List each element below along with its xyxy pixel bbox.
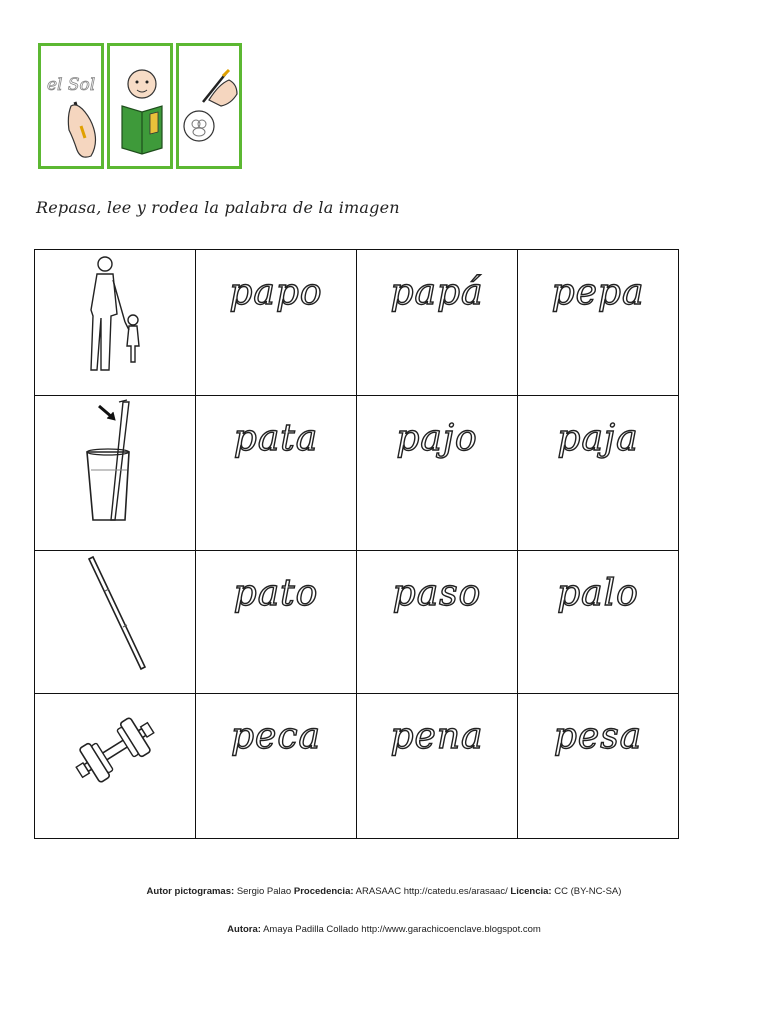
license-value: CC (BY-NC-SA) (554, 886, 622, 897)
word-cell[interactable] (196, 250, 357, 396)
table-row (35, 396, 679, 551)
table-row (35, 694, 679, 839)
license-label: Licencia: (510, 886, 552, 897)
write-icon (41, 46, 101, 166)
authoress-label: Autora: (227, 924, 261, 935)
traced-word[interactable]: pajo (396, 418, 478, 459)
source-label: Procedencia: (293, 886, 354, 897)
credits-line (0, 886, 768, 897)
table-row (35, 250, 679, 396)
instruction-text: Repasa, lee y rodea la palabra de la imagen (36, 198, 400, 217)
table-row (35, 551, 679, 694)
authoress-line (0, 924, 768, 935)
author-label: Autor pictogramas: (146, 886, 235, 897)
authoress-value: Amaya Padilla Collado http://www.garachicoenclave.blogspot.com (263, 924, 541, 935)
header-pictograms (38, 43, 242, 169)
word-cell[interactable] (357, 694, 518, 839)
word-cell[interactable] (357, 551, 518, 694)
traced-word[interactable]: palo (557, 573, 639, 614)
father-and-child-icon (35, 250, 195, 395)
picture-cell (35, 551, 196, 694)
traced-word[interactable]: pena (390, 716, 484, 757)
picture-cell (35, 694, 196, 839)
word-cell[interactable] (357, 250, 518, 396)
word-cell[interactable] (357, 396, 518, 551)
word-cell[interactable] (518, 551, 679, 694)
read-icon (110, 46, 170, 166)
source-value: ARASAAC http://catedu.es/arasaac/ (355, 886, 508, 897)
stick-icon (35, 551, 195, 693)
read-card (107, 43, 173, 169)
circle-answer-icon (179, 46, 239, 166)
glass-with-straw-icon (35, 396, 195, 550)
traced-word[interactable]: papá (390, 272, 484, 313)
word-cell[interactable] (196, 396, 357, 551)
traced-word[interactable]: pepa (551, 272, 645, 313)
write-card-text: el Sol (47, 75, 96, 95)
traced-word[interactable]: pato (233, 573, 319, 614)
traced-word[interactable]: peca (231, 716, 321, 757)
picture-cell (35, 396, 196, 551)
write-card (38, 43, 104, 169)
traced-word[interactable]: paso (392, 573, 482, 614)
traced-word[interactable]: papo (229, 272, 323, 313)
word-cell[interactable] (196, 551, 357, 694)
word-cell[interactable] (196, 694, 357, 839)
dumbbell-icon (35, 694, 195, 838)
word-cell[interactable] (518, 250, 679, 396)
author-name: Sergio Palao (236, 886, 292, 897)
word-table (34, 249, 679, 839)
word-cell[interactable] (518, 396, 679, 551)
traced-word[interactable]: paja (557, 418, 639, 459)
traced-word[interactable]: pesa (553, 716, 643, 757)
traced-word[interactable]: pata (233, 418, 319, 459)
picture-cell (35, 250, 196, 396)
word-cell[interactable] (518, 694, 679, 839)
circle-answer-card (176, 43, 242, 169)
